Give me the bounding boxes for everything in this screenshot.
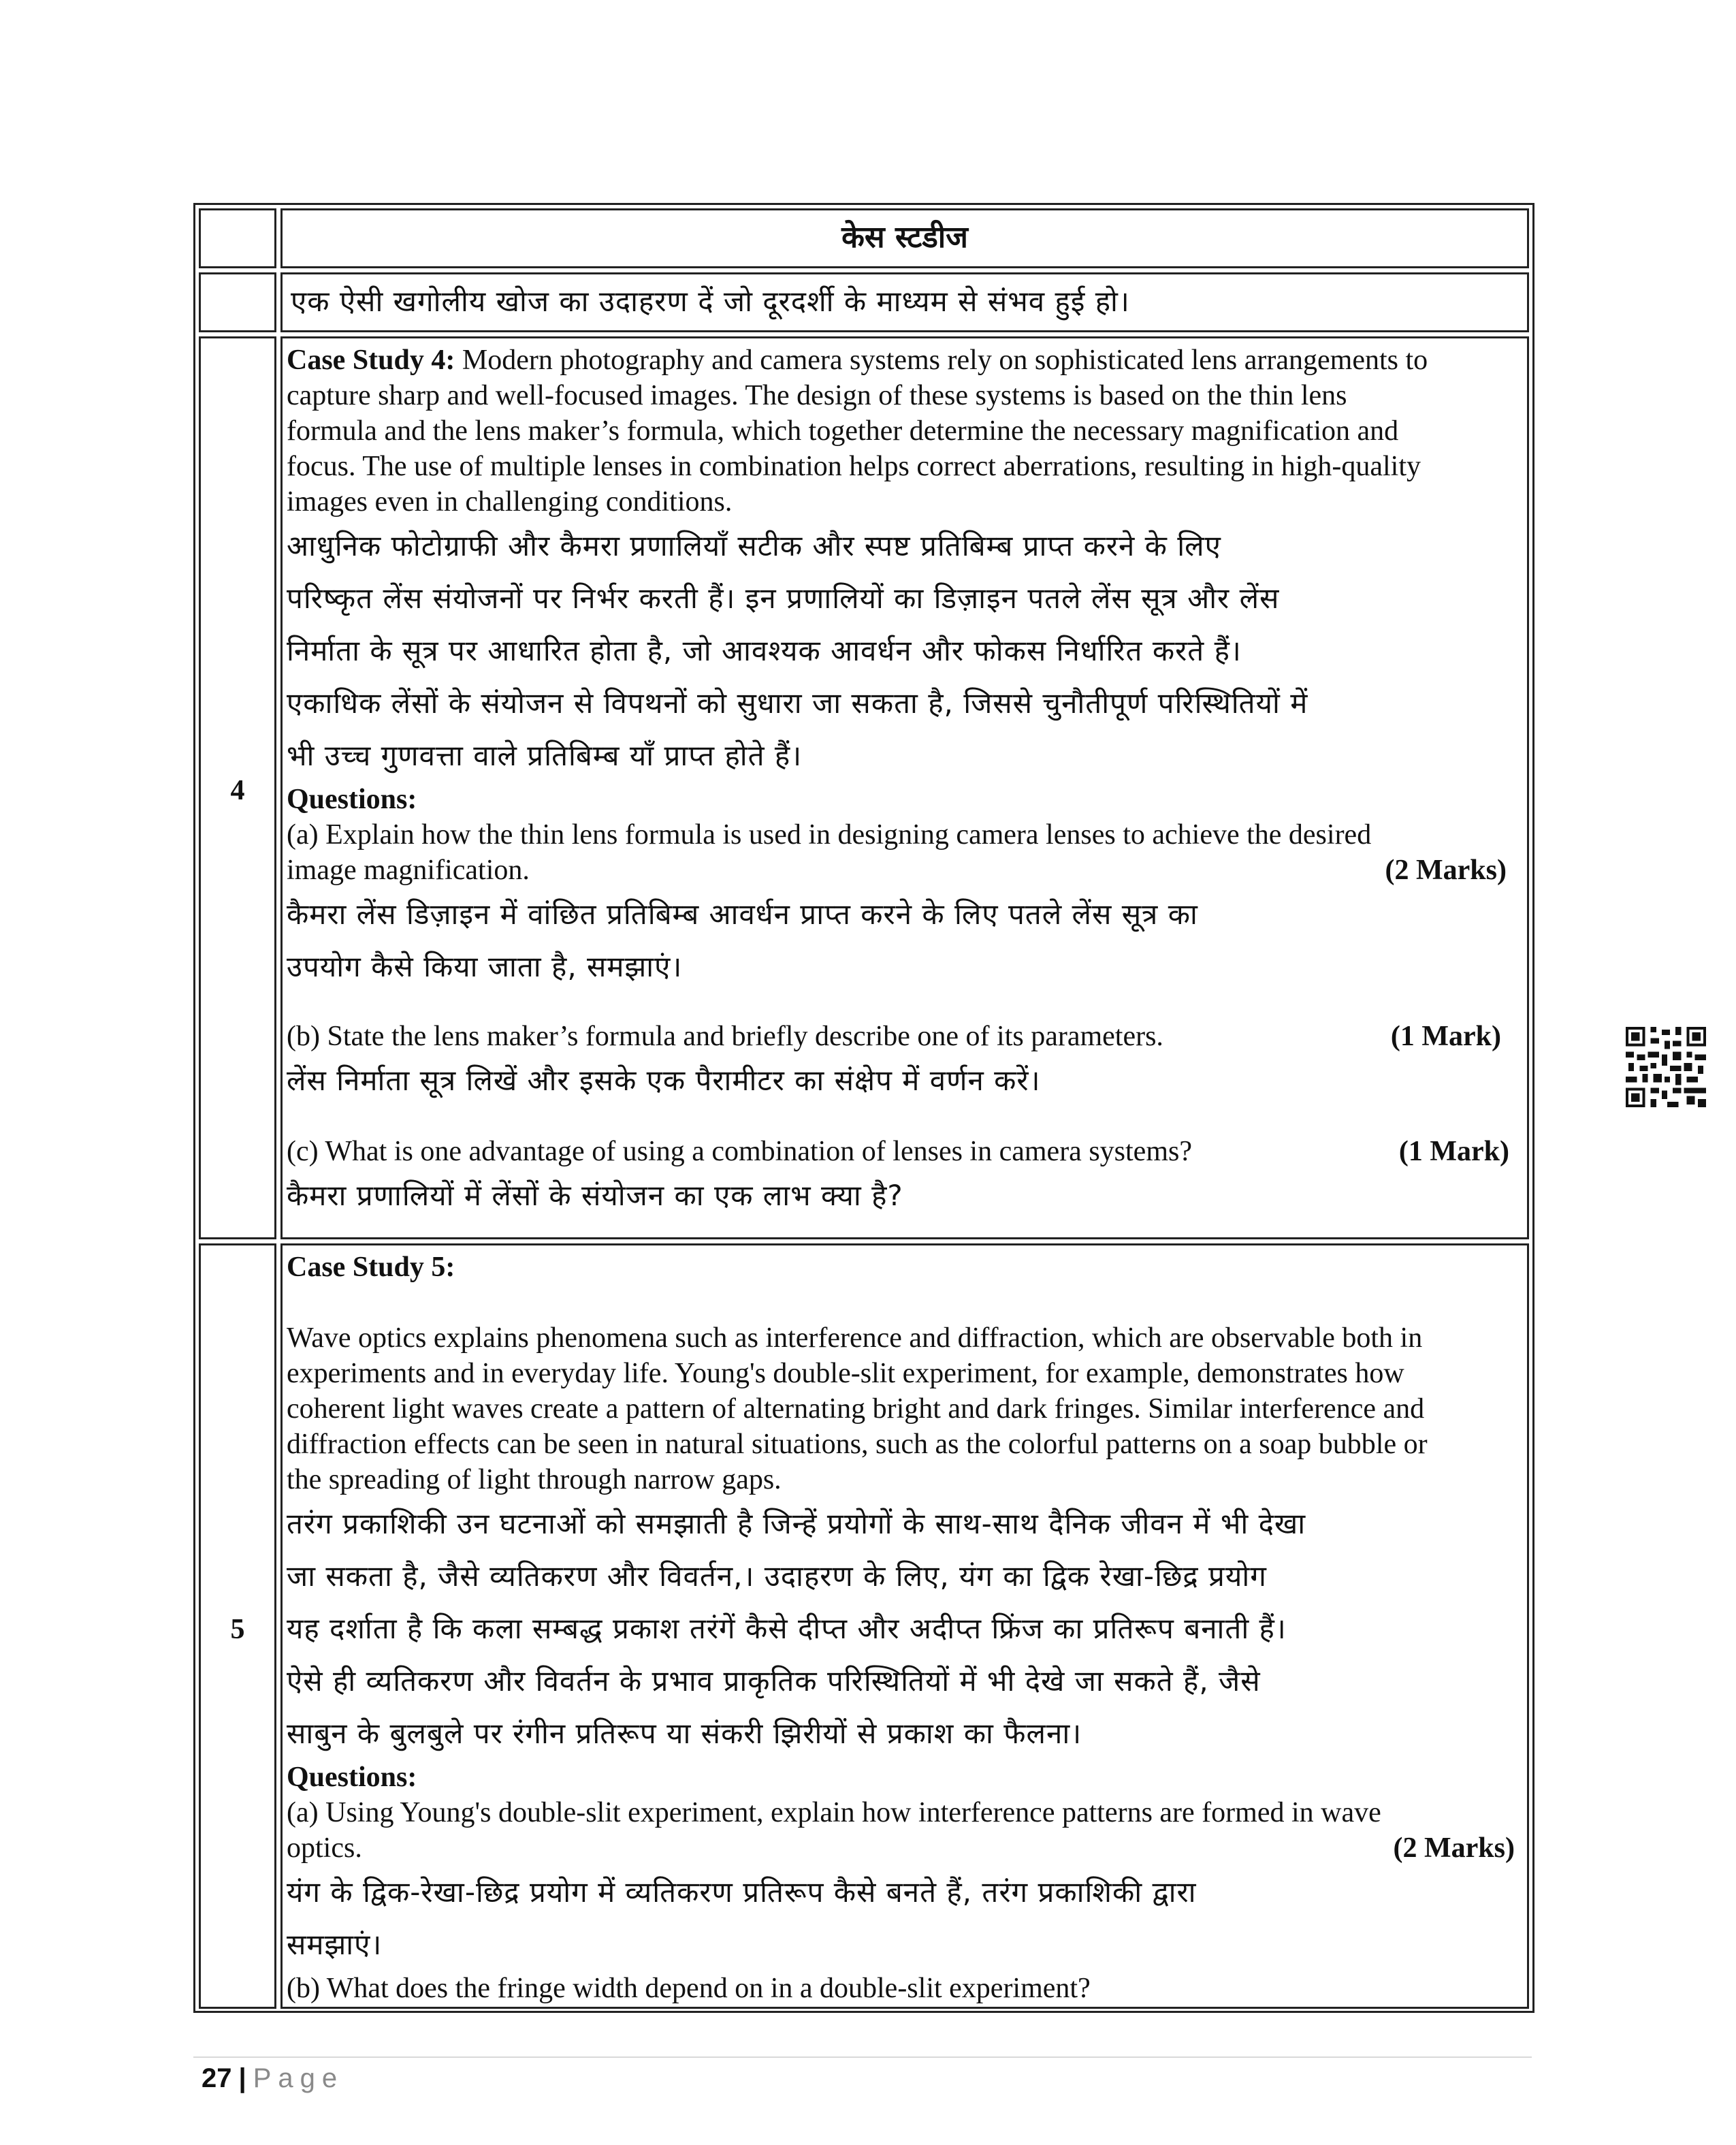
- page-number: 27: [202, 2063, 232, 2093]
- case5-hi-line: यह दर्शाता है कि कला सम्बद्ध प्रकाश तरंगें कैसे दीप्त और अदीप्त फ्रिंज का प्रतिरूप बनाती हैं।: [287, 1612, 1287, 1645]
- case4-label: Case Study 4:: [287, 345, 455, 376]
- case5-hi-line: जा सकता है, जैसे व्यतिकरण और विवर्तन,। उदाहरण के लिए, यंग का द्विक रेखा-छिद्र प्रयोग: [287, 1559, 1267, 1593]
- case5-en-line: experiments and in everyday life. Young's double-slit experiment, for example, demonstrates how: [287, 1358, 1404, 1389]
- intro-number-cell: [199, 272, 276, 332]
- case5-en-line: coherent light waves create a pattern of alternating bright and dark fringes. Similar interference and: [287, 1393, 1425, 1425]
- case4-number: 4: [230, 775, 245, 806]
- case4-qb-hi: लेंस निर्माता सूत्र लिखें और इसके एक पैरामीटर का संक्षेप में वर्णन करें।: [287, 1064, 1041, 1097]
- case5-qa-en: (a) Using Young's double-slit experiment, explain how interference patterns are formed in wave: [287, 1797, 1381, 1828]
- section-title: केस स्टडीज: [841, 220, 968, 255]
- case4-hi-line: भी उच्च गुणवत्ता वाले प्रतिबिम्ब याँ प्राप्त होते हैं।: [287, 739, 803, 772]
- case4-hi-line: परिष्कृत लेंस संयोजनों पर निर्भर करती हैं। इन प्रणालियों का डिज़ाइन पतले लेंस सूत्र और लेंस: [287, 582, 1280, 615]
- case5-qa-hi: समझाएं।: [287, 1928, 383, 1961]
- case5-number-cell: [199, 1243, 276, 2009]
- heading-cell: [280, 208, 1529, 268]
- case4-qc-en-text: (c) What is one advantage of using a combination of lenses in camera systems?: [287, 1136, 1192, 1167]
- case4-en-line: formula and the lens maker’s formula, which together determine the necessary magnification and: [287, 415, 1399, 447]
- case4-qc-marks: (1 Mark): [1398, 1136, 1509, 1167]
- case4-en-line: focus. The use of multiple lenses in combination helps correct aberrations, resulting in high-quality: [287, 451, 1421, 482]
- page-separator: |: [238, 2063, 246, 2093]
- footer-divider: [193, 2056, 1532, 2058]
- case5-en-line: diffraction effects can be seen in natural situations, such as the colorful patterns on a soap bubble or: [287, 1429, 1428, 1460]
- qr-code-icon: [1626, 1027, 1706, 1107]
- case4-en-line: Modern photography and camera systems rely on sophisticated lens arrangements to: [455, 345, 1428, 376]
- case4-en-line: capture sharp and well-focused images. The design of these systems is based on the thin lens: [287, 380, 1347, 411]
- case5-qa-hi: यंग के द्विक-रेखा-छिद्र प्रयोग में व्यतिकरण प्रतिरूप कैसे बनते हैं, तरंग प्रकाशिकी द्वारा: [287, 1875, 1197, 1909]
- case4-qc-en: [287, 1134, 1522, 1169]
- case4-content-cell: [280, 336, 1529, 1239]
- page-footer: [202, 2063, 344, 2094]
- case5-hi-line: ऐसे ही व्यतिकरण और विवर्तन के प्रभाव प्राकृतिक परिस्थितियों में भी देखे जा सकते हैं, जैसे: [287, 1664, 1261, 1698]
- case4-qb-en: [287, 1019, 1522, 1054]
- case4-hi-line: एकाधिक लेंसों के संयोजन से विपथनों को सुधारा जा सकता है, जिससे चुनौतीपूर्ण परिस्थितियों में: [287, 686, 1308, 720]
- case4-qa-hi: उपयोग कैसे किया जाता है, समझाएं।: [287, 950, 683, 983]
- case5-qb-en: (b) What does the fringe width depend on in a double-slit experiment?: [287, 1973, 1091, 2004]
- case4-qa-en-text: image magnification.: [287, 855, 530, 886]
- case4-qa-hi: कैमरा लेंस डिज़ाइन में वांछित प्रतिबिम्ब आवर्धन प्राप्त करने के लिए पतले लेंस सूत्र का: [287, 897, 1198, 931]
- case4-number-cell: [199, 336, 276, 1239]
- case5-hi-line: साबुन के बुलबुले पर रंगीन प्रतिरूप या संकरी झिरीयों से प्रकाश का फैलना।: [287, 1717, 1082, 1750]
- page-label: Page: [253, 2063, 344, 2093]
- case4-qa-en: (a) Explain how the thin lens formula is used in designing camera lenses to achieve the desired: [287, 819, 1372, 851]
- case4-qc-hi: कैमरा प्रणालियों में लेंसों के संयोजन का एक लाभ क्या है?: [287, 1179, 903, 1212]
- case5-en-line: Wave optics explains phenomena such as interference and diffraction, which are observable both in: [287, 1322, 1423, 1354]
- case5-hi-line: तरंग प्रकाशिकी उन घटनाओं को समझाती है जिन्हें प्रयोगों के साथ-साथ दैनिक जीवन में भी देखा: [287, 1507, 1306, 1540]
- intro-question: एक ऐसी खगोलीय खोज का उदाहरण दें जो दूरदर्शी के माध्यम से संभव हुई हो।: [291, 285, 1130, 318]
- case4-intro-line: [287, 343, 1522, 378]
- heading-number-cell: [199, 208, 276, 268]
- intro-cell: [280, 272, 1529, 332]
- case4-qa-en-2: [287, 853, 1522, 888]
- case5-qa-en-2: [287, 1830, 1522, 1866]
- case4-en-line: images even in challenging conditions.: [287, 486, 733, 518]
- case5-qa-en-text: optics.: [287, 1832, 362, 1864]
- case5-questions-label: Questions:: [287, 1762, 417, 1793]
- case4-qb-en-text: (b) State the lens maker’s formula and briefly describe one of its parameters.: [287, 1021, 1163, 1052]
- case4-questions-label: Questions:: [287, 784, 417, 815]
- case4-hi-line: निर्माता के सूत्र पर आधारित होता है, जो आवश्यक आवर्धन और फोकस निर्धारित करते हैं।: [287, 634, 1242, 667]
- case4-qa-marks: (2 Marks): [1385, 855, 1507, 886]
- case5-label: Case Study 5:: [287, 1252, 455, 1283]
- case5-number: 5: [230, 1614, 245, 1645]
- case4-qb-marks: (1 Mark): [1390, 1021, 1501, 1052]
- case5-qa-marks: (2 Marks): [1393, 1832, 1515, 1864]
- case4-hi-line: आधुनिक फोटोग्राफी और कैमरा प्रणालियाँ सटीक और स्पष्ट प्रतिबिम्ब प्राप्त करने के लिए: [287, 529, 1221, 562]
- case5-en-line: the spreading of light through narrow gaps.: [287, 1464, 782, 1495]
- case5-content-cell: [280, 1243, 1529, 2009]
